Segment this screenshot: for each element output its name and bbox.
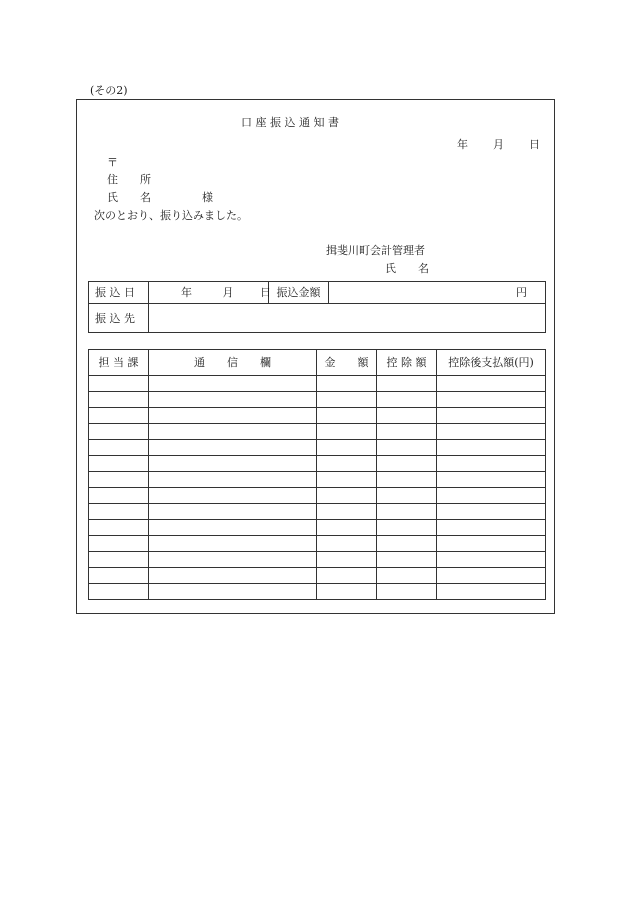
table-row (89, 504, 546, 520)
cell-department[interactable] (89, 504, 149, 520)
cell-department[interactable] (89, 536, 149, 552)
cell-deduction[interactable] (377, 520, 437, 536)
cell-amount[interactable] (317, 376, 377, 392)
cell-remarks[interactable] (149, 424, 317, 440)
table-row (89, 376, 546, 392)
cell-remarks[interactable] (149, 440, 317, 456)
cell-deduction[interactable] (377, 568, 437, 584)
cell-deduction[interactable] (377, 440, 437, 456)
cell-department[interactable] (89, 552, 149, 568)
transfer-destination-row (89, 304, 546, 333)
table-row (89, 520, 546, 536)
table-row (89, 424, 546, 440)
cell-amount[interactable] (317, 392, 377, 408)
transfer-destination-value[interactable] (149, 304, 546, 333)
notice-form (76, 99, 555, 614)
transfer-month-label: 月 (222, 286, 234, 299)
cell-remarks[interactable] (149, 392, 317, 408)
table-row (89, 392, 546, 408)
cell-remarks[interactable] (149, 456, 317, 472)
form-number: (その2) (90, 84, 128, 97)
cell-remarks[interactable] (149, 552, 317, 568)
cell-remarks[interactable] (149, 584, 317, 600)
header-deduction: 控 除 額 (377, 350, 437, 376)
cell-net-payment[interactable] (437, 424, 546, 440)
cell-deduction[interactable] (377, 536, 437, 552)
detail-header-row (89, 350, 546, 376)
honorific-label: 様 (202, 191, 213, 204)
cell-amount[interactable] (317, 504, 377, 520)
cell-deduction[interactable] (377, 488, 437, 504)
cell-net-payment[interactable] (437, 552, 546, 568)
cell-remarks[interactable] (149, 536, 317, 552)
cell-deduction[interactable] (377, 584, 437, 600)
cell-amount[interactable] (317, 408, 377, 424)
cell-deduction[interactable] (377, 408, 437, 424)
cell-net-payment[interactable] (437, 392, 546, 408)
table-row (89, 568, 546, 584)
issue-day-label: 日 (529, 138, 540, 151)
cell-deduction[interactable] (377, 504, 437, 520)
cell-net-payment[interactable] (437, 520, 546, 536)
address-label: 住 所 (107, 173, 151, 186)
cell-net-payment[interactable] (437, 488, 546, 504)
transfer-amount-unit: 円 (516, 286, 527, 299)
cell-department[interactable] (89, 520, 149, 536)
issue-year-label: 年 (457, 138, 468, 151)
issue-month-label: 月 (493, 138, 504, 151)
table-row (89, 584, 546, 600)
header-department: 担 当 課 (89, 350, 149, 376)
cell-amount[interactable] (317, 568, 377, 584)
cell-remarks[interactable] (149, 488, 317, 504)
transfer-info-table (88, 281, 546, 333)
transfer-year-label: 年 (181, 286, 192, 299)
cell-net-payment[interactable] (437, 568, 546, 584)
cell-net-payment[interactable] (437, 472, 546, 488)
cell-department[interactable] (89, 440, 149, 456)
cell-net-payment[interactable] (437, 536, 546, 552)
cell-department[interactable] (89, 424, 149, 440)
transfer-amount-label: 振込金額 (269, 282, 329, 304)
cell-net-payment[interactable] (437, 456, 546, 472)
cell-department[interactable] (89, 376, 149, 392)
cell-department[interactable] (89, 472, 149, 488)
cell-amount[interactable] (317, 520, 377, 536)
transfer-date-row (89, 282, 546, 304)
cell-amount[interactable] (317, 488, 377, 504)
cell-deduction[interactable] (377, 456, 437, 472)
transfer-destination-label: 振 込 先 (89, 304, 149, 333)
cell-amount[interactable] (317, 552, 377, 568)
cell-amount[interactable] (317, 584, 377, 600)
issuer-title: 揖斐川町会計管理者 (326, 244, 425, 257)
issuer-name-label: 氏 名 (385, 262, 429, 275)
cell-deduction[interactable] (377, 376, 437, 392)
cell-department[interactable] (89, 392, 149, 408)
cell-department[interactable] (89, 408, 149, 424)
cell-deduction[interactable] (377, 552, 437, 568)
header-remarks: 通 信 欄 (149, 350, 317, 376)
cell-remarks[interactable] (149, 376, 317, 392)
cell-net-payment[interactable] (437, 584, 546, 600)
document-title: 口 座 振 込 通 知 書 (241, 116, 339, 129)
transfer-day-label: 日 (260, 286, 271, 299)
cell-amount[interactable] (317, 440, 377, 456)
table-row (89, 536, 546, 552)
table-row (89, 552, 546, 568)
cell-amount[interactable] (317, 536, 377, 552)
cell-department[interactable] (89, 568, 149, 584)
recipient-name-label: 氏 名 (107, 191, 151, 204)
cell-remarks[interactable] (149, 504, 317, 520)
table-row (89, 408, 546, 424)
cell-net-payment[interactable] (437, 440, 546, 456)
transfer-date-value[interactable] (149, 282, 269, 304)
cell-deduction[interactable] (377, 424, 437, 440)
cell-amount[interactable] (317, 456, 377, 472)
cell-department[interactable] (89, 488, 149, 504)
cell-remarks[interactable] (149, 568, 317, 584)
cell-amount[interactable] (317, 472, 377, 488)
detail-table (88, 349, 546, 600)
transfer-date-label: 振 込 日 (89, 282, 149, 304)
transfer-amount-value[interactable] (329, 282, 546, 304)
cell-department[interactable] (89, 456, 149, 472)
notice-message: 次のとおり、振り込みました。 (94, 209, 248, 222)
cell-deduction[interactable] (377, 392, 437, 408)
cell-net-payment[interactable] (437, 504, 546, 520)
cell-remarks[interactable] (149, 408, 317, 424)
postal-mark: 〒 (107, 156, 118, 169)
cell-net-payment[interactable] (437, 376, 546, 392)
table-row (89, 472, 546, 488)
table-row (89, 488, 546, 504)
header-net-payment: 控除後支払額(円) (437, 350, 546, 376)
cell-department[interactable] (89, 584, 149, 600)
cell-remarks[interactable] (149, 520, 317, 536)
cell-net-payment[interactable] (437, 408, 546, 424)
table-row (89, 456, 546, 472)
table-row (89, 440, 546, 456)
cell-deduction[interactable] (377, 472, 437, 488)
header-amount: 金 額 (317, 350, 377, 376)
cell-remarks[interactable] (149, 472, 317, 488)
cell-amount[interactable] (317, 424, 377, 440)
